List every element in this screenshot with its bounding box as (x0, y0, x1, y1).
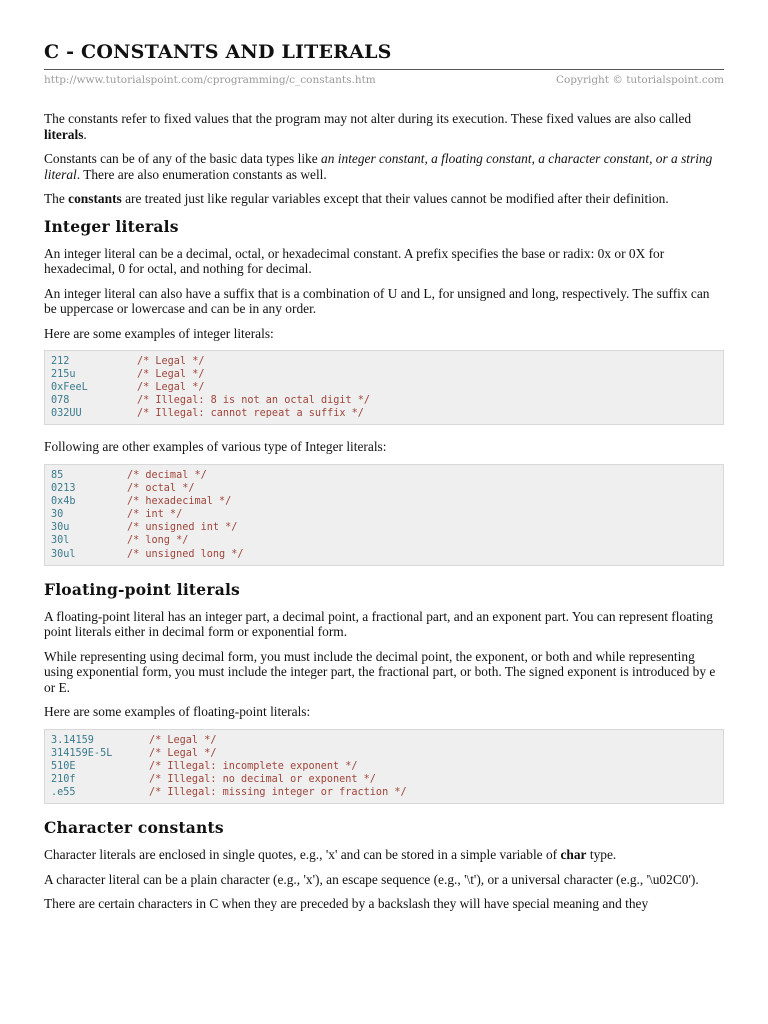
bold-term-constants: constants (68, 191, 122, 206)
floating-paragraph-3: Here are some examples of floating-point literals: (44, 704, 311, 720)
copyright-notice: Copyright © tutorialspoint.com (555, 74, 724, 86)
section-heading-floating-point-literals: Floating-point literals (44, 579, 240, 599)
page-title: C - CONSTANTS AND LITERALS (44, 41, 392, 63)
title-divider (44, 69, 724, 70)
intro-paragraph-2: Constants can be of any of the basic data types like an integer constant, a floating constant, a character constant, or a string literal. There are also enumeration constants as well. (44, 151, 713, 182)
code-line: 078 /* Illegal: 8 is not an octal digit */ (51, 395, 371, 407)
code-block-floating-examples[interactable] (44, 729, 724, 804)
code-line: 0x4b /* hexadecimal */ (51, 496, 232, 508)
intro-paragraph-3: The constants are treated just like regular variables except that their values cannot be modified after their definition. (44, 191, 669, 206)
code-line: 85 /* decimal */ (51, 469, 207, 481)
section-heading-integer-literals: Integer literals (44, 216, 179, 236)
code-line: 0xFeeL /* Legal */ (51, 382, 205, 394)
code-line: .e55 /* Illegal: missing integer or fraction */ (51, 787, 407, 798)
page-header-meta (44, 73, 724, 87)
section-heading-character-constants: Character constants (44, 818, 224, 838)
code-line: 314159E-5L /* Legal */ (51, 747, 217, 759)
code-line: 210f /* Illegal: no decimal or exponent */ (51, 773, 376, 785)
code-line: 215u /* Legal */ (51, 369, 205, 381)
character-paragraph-3: There are certain characters in C when they are preceded by a backslash they will have special meaning and they (44, 896, 649, 912)
integer-paragraph-2: An integer literal can also have a suffix that is a combination of U and L, for unsigned and long, respectively. The suffix can be uppercase or lowercase and can be in any order. (44, 285, 710, 316)
code-line: 212 /* Legal */ (51, 356, 205, 367)
intro-paragraph-1: The constants refer to fixed values that the program may not alter during its execution. These fixed values are also called literals. (44, 111, 692, 142)
code-line: 3.14159 /* Legal */ (51, 734, 217, 746)
floating-paragraph-1: A floating-point literal has an integer part, a decimal point, a fractional part, and an exponent part. You can represent floating point literals either in decimal form or exponential form. (44, 608, 713, 640)
document-page (44, 40, 724, 921)
character-paragraph-2: A character literal can be a plain character (e.g., 'x'), an escape sequence (e.g., '\t'), or a universal character (e.g., '\u02C0'). (44, 871, 699, 887)
code-line: 30u /* unsigned int */ (51, 522, 238, 534)
bold-term-literals: literals (44, 126, 84, 142)
code-block-integer-types[interactable] (44, 464, 724, 566)
code-line: 30ul /* unsigned long */ (51, 548, 244, 560)
code-line: 30 /* int */ (51, 509, 183, 521)
bold-term-char: char (560, 847, 587, 863)
code-line: 30l /* long */ (51, 535, 189, 547)
integer-paragraph-3: Here are some examples of integer literals: (44, 325, 274, 341)
code-block-integer-examples[interactable] (44, 350, 724, 425)
integer-paragraph-4: Following are other examples of various type of Integer literals: (44, 439, 387, 455)
floating-paragraph-2: While representing using decimal form, you must include the decimal point, the exponent, or both and while representing using exponential form, you must include the integer part, the fractional part, or both. The signed exponent is introduced by e or E. (44, 648, 716, 695)
integer-paragraph-1: An integer literal can be a decimal, octal, or hexadecimal constant. A prefix specifies the base or radix: 0x or 0X for hexadecimal, 0 for octal, and nothing for decimal. (44, 245, 665, 276)
source-url-link[interactable]: http://www.tutorialspoint.com/cprogramming/c_constants.htm (44, 74, 376, 86)
code-line: 0213 /* octal */ (51, 483, 195, 495)
italic-constant-types: an integer constant, a floating constant, a character constant, or a string literal (44, 151, 713, 182)
character-paragraph-1: Character literals are enclosed in single quotes, e.g., 'x' and can be stored in a simple variable of char type. (44, 847, 617, 863)
code-line: 032UU /* Illegal: cannot repeat a suffix */ (51, 408, 364, 420)
code-line: 510E /* Illegal: incomplete exponent */ (51, 760, 358, 772)
